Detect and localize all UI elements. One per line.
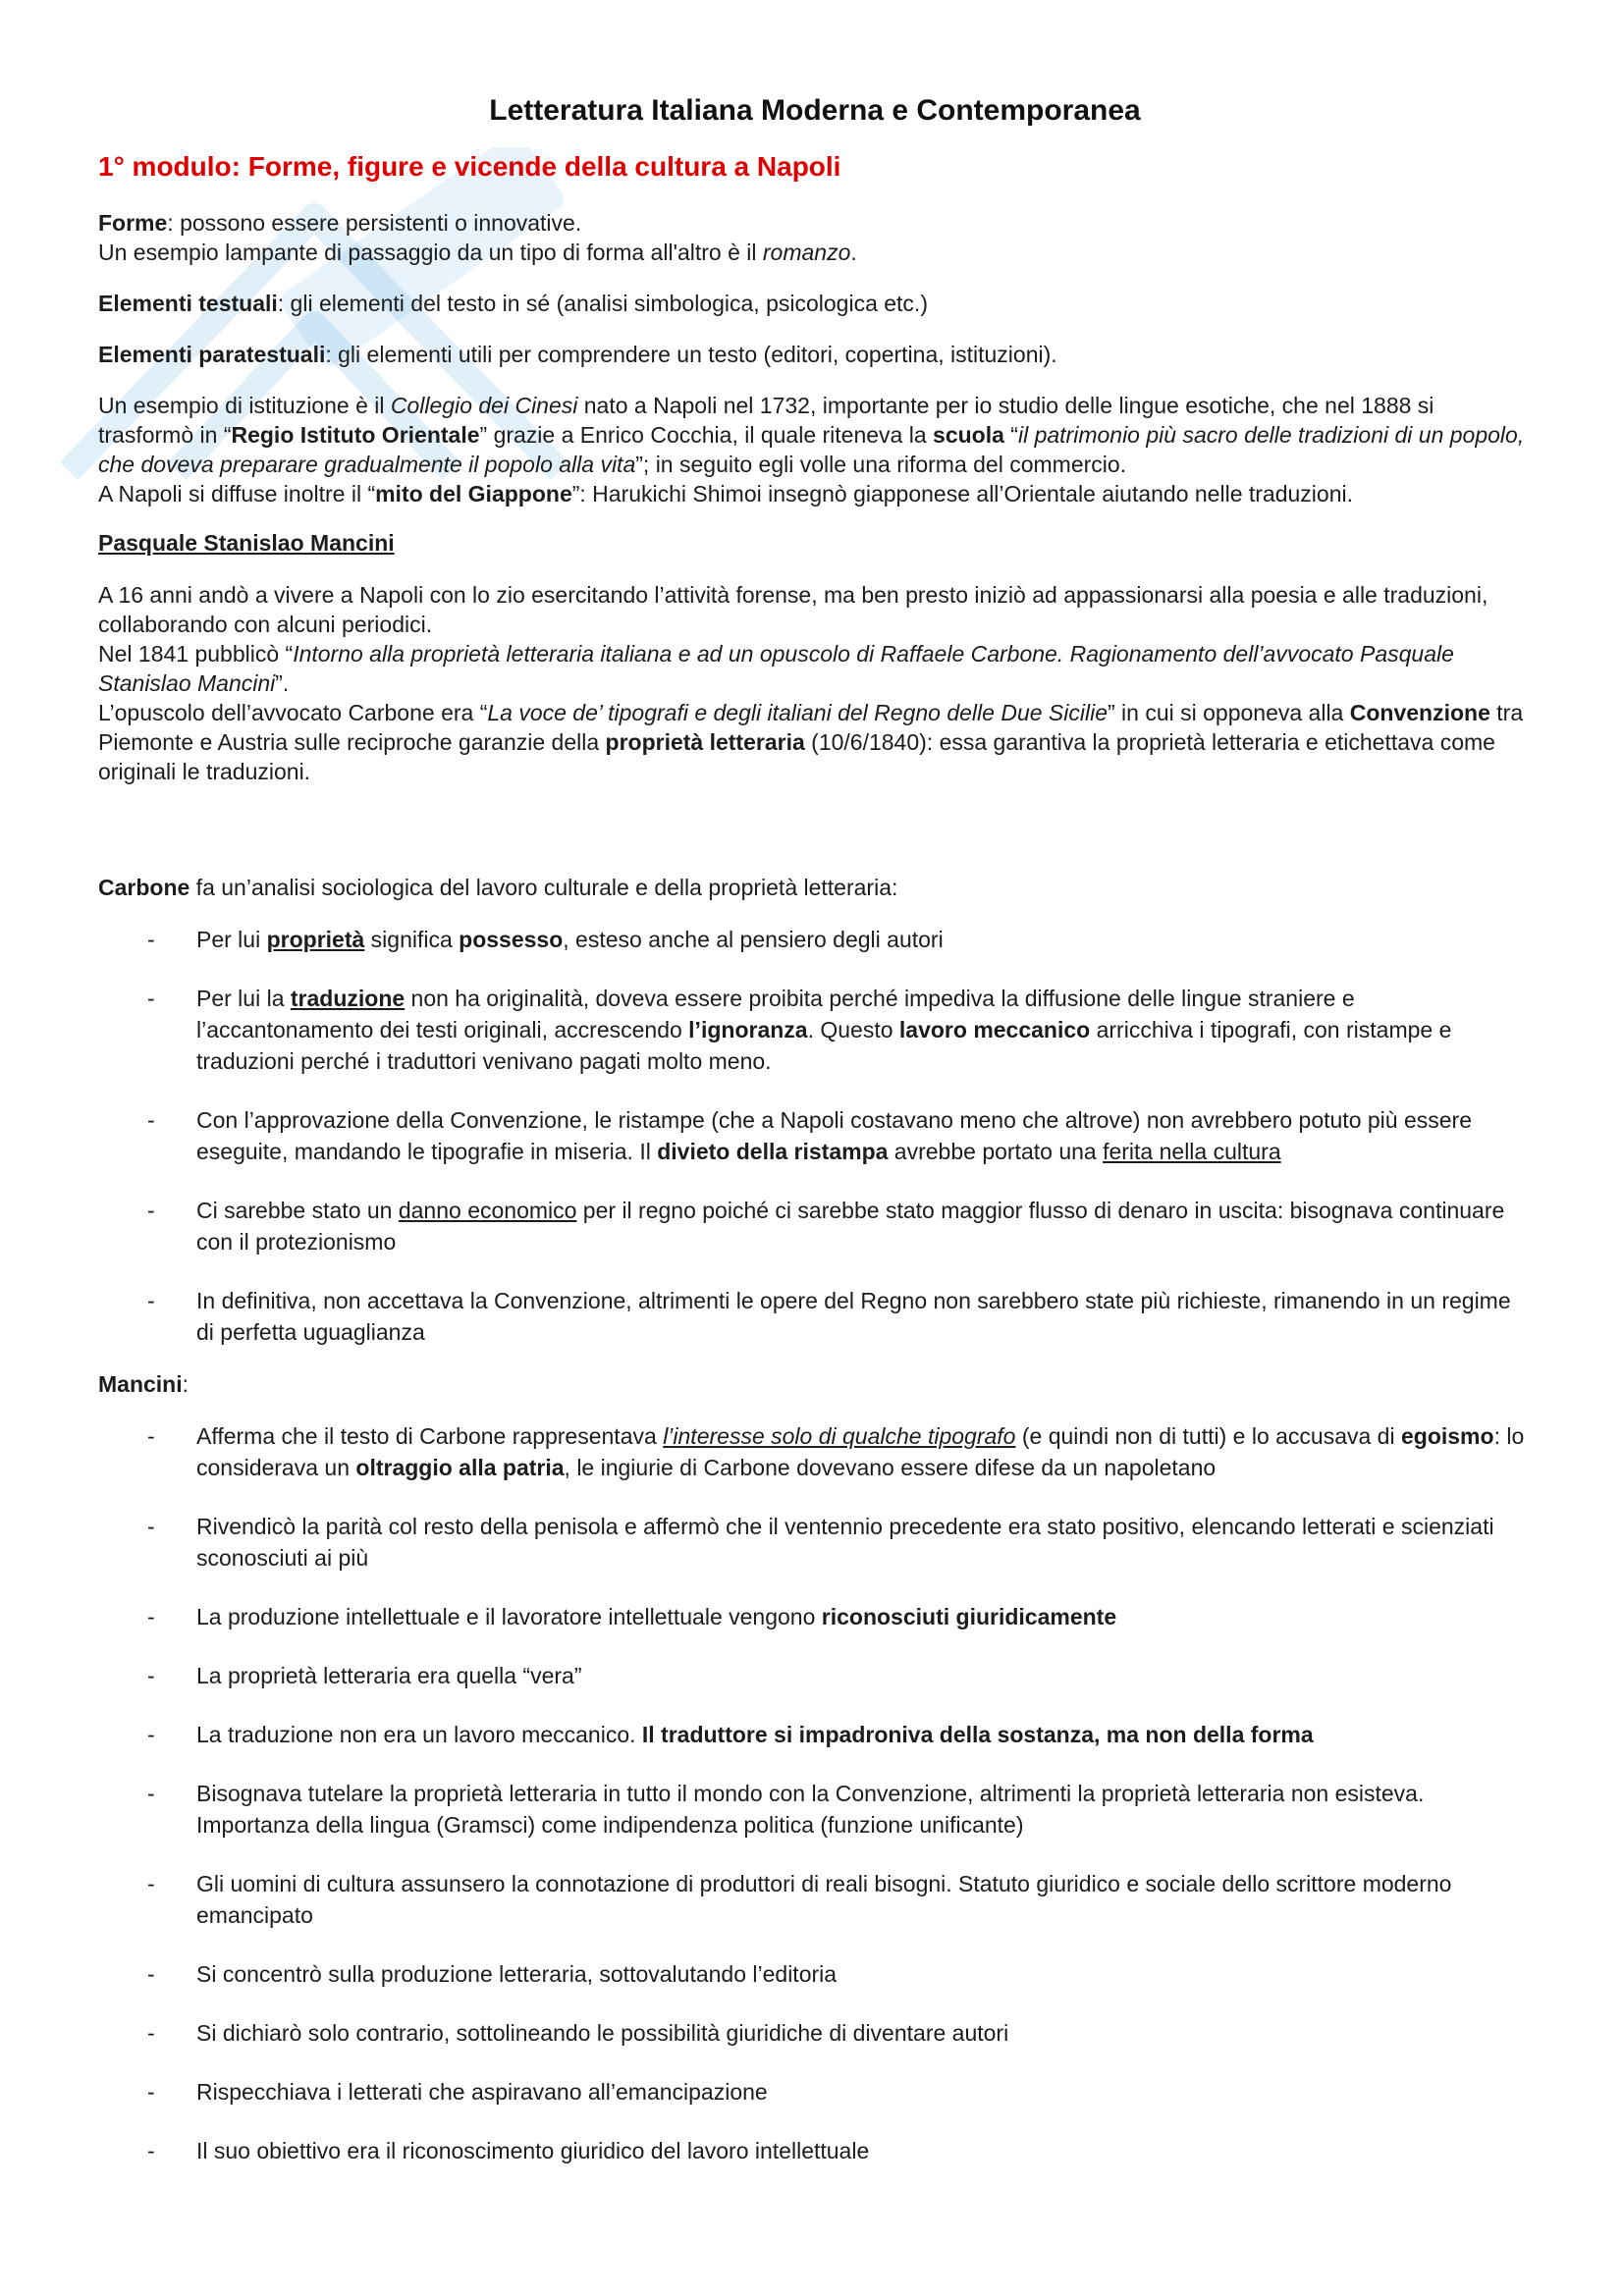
mancini-list (98, 1420, 1532, 2166)
forme-paragraph: Forme: possono essere persistenti o innovative. (98, 210, 582, 236)
section-heading-mancini: Pasquale Stanislao Mancini (98, 530, 395, 556)
list-item: - Per lui proprietà significa possesso, esteso anche al pensiero degli autori (147, 927, 944, 952)
list-item: - La traduzione non era un lavoro meccanico. Il traduttore si impadroniva della sostanza, ma non della forma (147, 1722, 1314, 1747)
carbone-intro: Carbone fa un’analisi sociologica del lavoro culturale e della proprietà letteraria: (98, 875, 898, 900)
list-item: - Rispecchiava i letterati che aspiravano all’emancipazione (147, 2079, 768, 2105)
list-item: - Per lui la traduzione non ha originalità, doveva essere proibita perché impediva la diffusione delle lingue straniere e l’accantonamento dei testi originali, accrescendo l’ignoranza. Questo lavoro meccanico arricchiva i tipografi, con ristampe e traduzioni perché i traduttori venivano pagati molto meno. (147, 986, 1452, 1074)
list-item: - Gli uomini di cultura assunsero la connotazione di produttori di reali bisogni. Statuto giuridico e sociale dello scrittore moderno emancipato (147, 1871, 1452, 1928)
forme-example: Un esempio lampante di passaggio da un tipo di forma all'altro è il romanzo. (98, 240, 857, 265)
list-item: - Rivendicò la parità col resto della penisola e affermò che il ventennio precedente era stato positivo, elencando letterati e scienziati sconosciuti ai più (147, 1514, 1494, 1571)
list-item: - Con l’approvazione della Convenzione, le ristampe (che a Napoli costavano meno che altrove) non avrebbero potuto più essere eseguite, mandando le tipografie in miseria. Il divieto della ristampa avrebbe portato una ferita nella cultura (147, 1107, 1472, 1164)
istituzione-paragraph: Un esempio di istituzione è il Collegio dei Cinesi nato a Napoli nel 1732, importante per io studio delle lingue esotiche, che nel 1888 si trasformò in “Regio Istituto Orientale” grazie a Enrico Cocchia, il quale riteneva la scuola “il patrimonio più sacro delle tradizioni di un popolo, che doveva preparare gradualmente il popolo alla vita”; in seguito egli volle una riforma del commercio. (98, 393, 1525, 477)
list-item: - Bisognava tutelare la proprietà letteraria in tutto il mondo con la Convenzione, altrimenti la proprietà letteraria non esisteva. Importanza della lingua (Gramsci) come indipendenza politica (funzione unificante) (147, 1781, 1425, 1838)
list-item: - Si dichiarò solo contrario, sottolineando le possibilità giuridiche di diventare autori (147, 2020, 1009, 2046)
list-item: - Afferma che il testo di Carbone rappresentava l’interesse solo di qualche tipografo (e quindi non di tutti) e lo accusava di egoismo: lo considerava un oltraggio alla patria, le ingiurie di Carbone dovevano essere difese da un napoletano (147, 1423, 1525, 1480)
list-item: - La produzione intellettuale e il lavoratore intellettuale vengono riconosciuti giuridicamente (147, 1604, 1117, 1629)
list-item: - Ci sarebbe stato un danno economico per il regno poiché ci sarebbe stato maggior flusso di denaro in uscita: bisognava continuare con il protezionismo (147, 1198, 1505, 1255)
list-item: - In definitiva, non accettava la Convenzione, altrimenti le opere del Regno non sarebbero state più richieste, rimanendo in un regime di perfetta uguaglianza (147, 1288, 1511, 1345)
forme-label: Forme (98, 210, 168, 236)
mancini-bio-1: A 16 anni andò a vivere a Napoli con lo zio esercitando l’attività forense, ma ben presto iniziò ad appassionarsi alla poesia e alle traduzioni, collaborando con alcuni periodici. (98, 582, 1488, 637)
list-item: - Il suo obiettivo era il riconoscimento giuridico del lavoro intellettuale (147, 2138, 870, 2163)
giappone-paragraph: A Napoli si diffuse inoltre il “mito del Giappone”: Harukichi Shimoi insegnò giapponese all’Orientale aiutando nelle traduzioni. (98, 481, 1353, 507)
mancini-bio-3: L’opuscolo dell’avvocato Carbone era “La voce de’ tipografi e degli italiani del Regno delle Due Sicilie” in cui si opponeva alla Convenzione tra Piemonte e Austria sulle reciproche garanzie della proprietà letteraria (10/6/1840): essa garantiva la proprietà letteraria e etichettava come originali le traduzioni. (98, 700, 1524, 784)
elementi-paratestuali: Elementi paratestuali: gli elementi utili per comprendere un testo (editori, copertina, istituzioni). (98, 342, 1057, 367)
mancini-label: Mancini: (98, 1371, 189, 1397)
list-item: - La proprietà letteraria era quella “vera” (147, 1663, 582, 1688)
module-heading: 1° modulo: Forme, figure e vicende della cultura a Napoli (98, 151, 841, 182)
carbone-list (98, 924, 1532, 1348)
mancini-bio-2: Nel 1841 pubblicò “Intorno alla proprietà letteraria italiana e ad un opuscolo di Raffaele Carbone. Ragionamento dell’avvocato Pasquale Stanislao Mancini”. (98, 641, 1454, 696)
document-title: Letteratura Italiana Moderna e Contemporanea (489, 94, 1141, 127)
elementi-testuali: Elementi testuali: gli elementi del testo in sé (analisi simbologica, psicologica etc.) (98, 291, 928, 316)
list-item: - Si concentrò sulla produzione letteraria, sottovalutando l’editoria (147, 1961, 838, 1987)
document-page (98, 94, 1532, 2194)
